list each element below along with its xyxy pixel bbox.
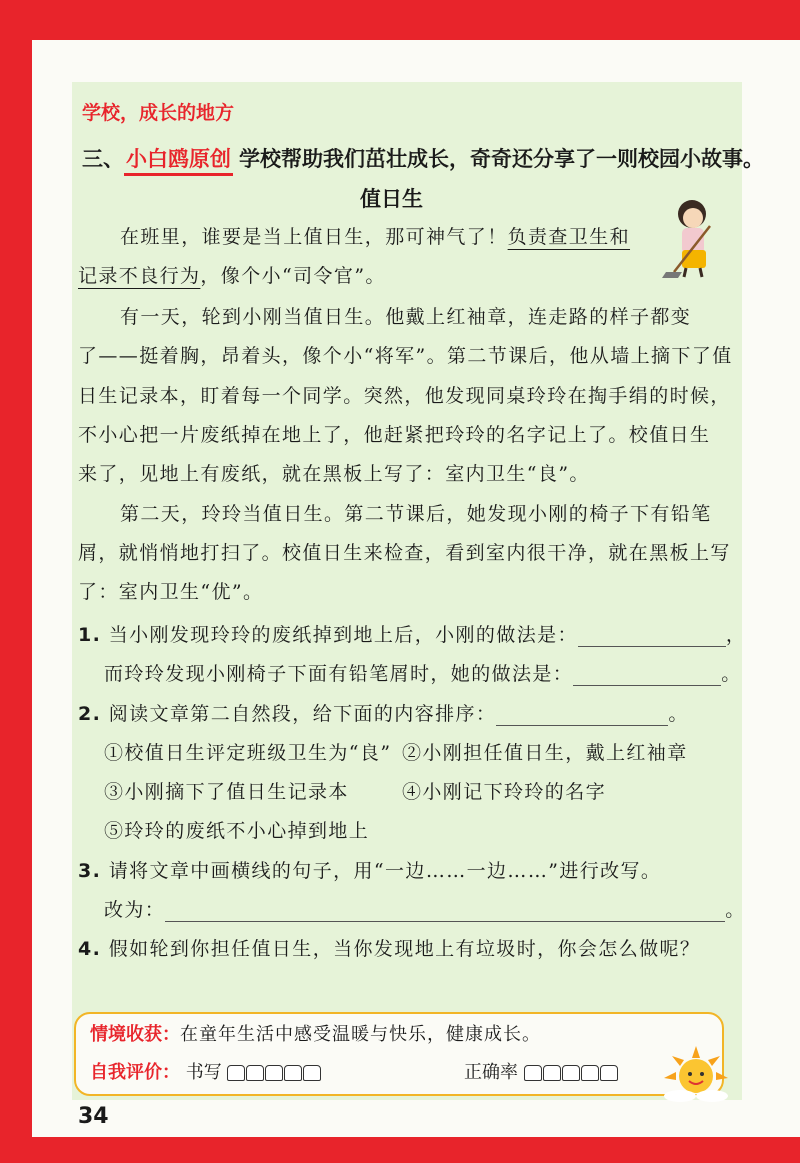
option-3: ③小刚摘下了值日生记录本 <box>104 781 349 803</box>
question-text: 阅读文章第二自然段，给下面的内容排序： <box>108 703 497 725</box>
question-3-answer <box>104 895 746 922</box>
underlined-sentence-part-1: 负责查卫生和 <box>507 226 631 248</box>
option-2: ②小刚担任值日生，戴上红袖章 <box>402 742 688 764</box>
accuracy-rating[interactable] <box>524 1065 618 1081</box>
page-number: 34 <box>78 1104 109 1129</box>
writing-label: 书写 <box>185 1062 222 1083</box>
thumb-icon[interactable] <box>562 1065 580 1081</box>
story-p3-line-1: 第二天，玲玲当值日生。第二节课后，她发现小刚的椅子下有铅笔 <box>120 503 712 525</box>
punct: 。 <box>725 899 746 921</box>
text: 在班里，谁要是当上值日生，那可神气了！ <box>120 226 508 248</box>
answer-blank-1[interactable] <box>578 626 726 647</box>
story-title: 值日生 <box>360 187 423 211</box>
thumb-icon[interactable] <box>543 1065 561 1081</box>
question-1-line-2 <box>104 659 742 686</box>
question-1-line-1 <box>78 620 746 647</box>
punct: 。 <box>668 703 689 725</box>
harvest-text: 在童年生活中感受温暖与快乐，健康成长。 <box>180 1024 541 1045</box>
question-number: 3. <box>78 860 102 882</box>
girl-sweeping-illustration <box>660 196 724 278</box>
thumb-icon[interactable] <box>600 1065 618 1081</box>
question-3-intro <box>82 143 764 176</box>
accuracy-label: 正确率 <box>464 1062 518 1083</box>
sun-icon <box>660 1044 732 1102</box>
self-eval-label: 自我评价： <box>90 1062 180 1083</box>
accuracy-row <box>464 1058 618 1084</box>
option-1: ①校值日生评定班级卫生为“良” <box>104 742 392 764</box>
question-text: 假如轮到你担任值日生，当你发现地上有垃圾时，你会怎么做呢？ <box>108 938 701 960</box>
option-4: ④小刚记下玲玲的名字 <box>402 781 607 803</box>
story-p2-line-3: 日生记录本，盯着每一个同学。突然，他发现同桌玲玲在掏手绢的时候， <box>78 385 731 407</box>
story-p3-line-2: 屑，就悄悄地打扫了。校值日生来检查，看到室内很干净，就在黑板上写 <box>78 542 731 564</box>
punct: 。 <box>721 663 742 685</box>
question-3 <box>78 856 661 883</box>
story-p2-line-4: 不小心把一片废纸掉在地上了，他赶紧把玲玲的名字记上了。校值日生 <box>78 424 711 446</box>
story-paragraph-1-line-1 <box>120 222 630 249</box>
question-text: 而玲玲发现小刚椅子下面有铅笔屑时，她的做法是： <box>104 663 574 685</box>
writing-rating[interactable] <box>227 1065 321 1081</box>
question-number: 2. <box>78 703 102 725</box>
harvest-row <box>90 1020 541 1046</box>
question-number: 1. <box>78 624 102 646</box>
punct: ， <box>725 624 747 646</box>
section-title: 学校，成长的地方 <box>82 102 235 124</box>
option-5: ⑤玲玲的废纸不小心掉到地上 <box>104 820 370 842</box>
story-p3-line-3: 了：室内卫生“优”。 <box>78 581 264 603</box>
question-2 <box>78 699 689 726</box>
thumb-icon[interactable] <box>303 1065 321 1081</box>
thumb-icon[interactable] <box>227 1065 245 1081</box>
question-number: 4. <box>78 938 102 960</box>
thumb-icon[interactable] <box>524 1065 542 1081</box>
thumb-icon[interactable] <box>284 1065 302 1081</box>
question-4 <box>78 934 700 961</box>
thumb-icon[interactable] <box>265 1065 283 1081</box>
answer-blank-rewrite[interactable] <box>165 901 725 922</box>
thumb-icon[interactable] <box>246 1065 264 1081</box>
question-text: 请将文章中画横线的句子，用“一边……一边……”进行改写。 <box>108 860 662 882</box>
answer-blank-2[interactable] <box>573 665 721 686</box>
underlined-sentence-part-2: 记录不良行为 <box>78 265 201 287</box>
story-p2-line-2: 了——挺着胸，昂着头，像个小“将军”。第二节课后，他从墙上摘下了值 <box>78 345 733 367</box>
question-text: 学校帮助我们茁壮成长，奇奇还分享了一则校园小故事。 <box>239 147 764 171</box>
question-text: 当小刚发现玲玲的废纸掉到地上后，小刚的做法是： <box>108 624 578 646</box>
story-p2-line-1: 有一天，轮到小刚当值日生。他戴上红袖章，连走路的样子都变 <box>120 306 692 328</box>
answer-blank-order[interactable] <box>496 705 668 726</box>
original-badge: 小白鸥原创 <box>124 143 233 176</box>
self-eval-row <box>90 1058 321 1084</box>
text: ，像个小“司令官”。 <box>200 265 386 287</box>
story-p2-line-5: 来了，见地上有废纸，就在黑板上写了：室内卫生“良”。 <box>78 463 590 485</box>
answer-label: 改为： <box>104 899 166 921</box>
story-paragraph-1-line-2 <box>78 261 386 288</box>
harvest-label: 情境收获： <box>90 1024 180 1045</box>
question-number: 三、 <box>82 147 124 171</box>
thumb-icon[interactable] <box>581 1065 599 1081</box>
